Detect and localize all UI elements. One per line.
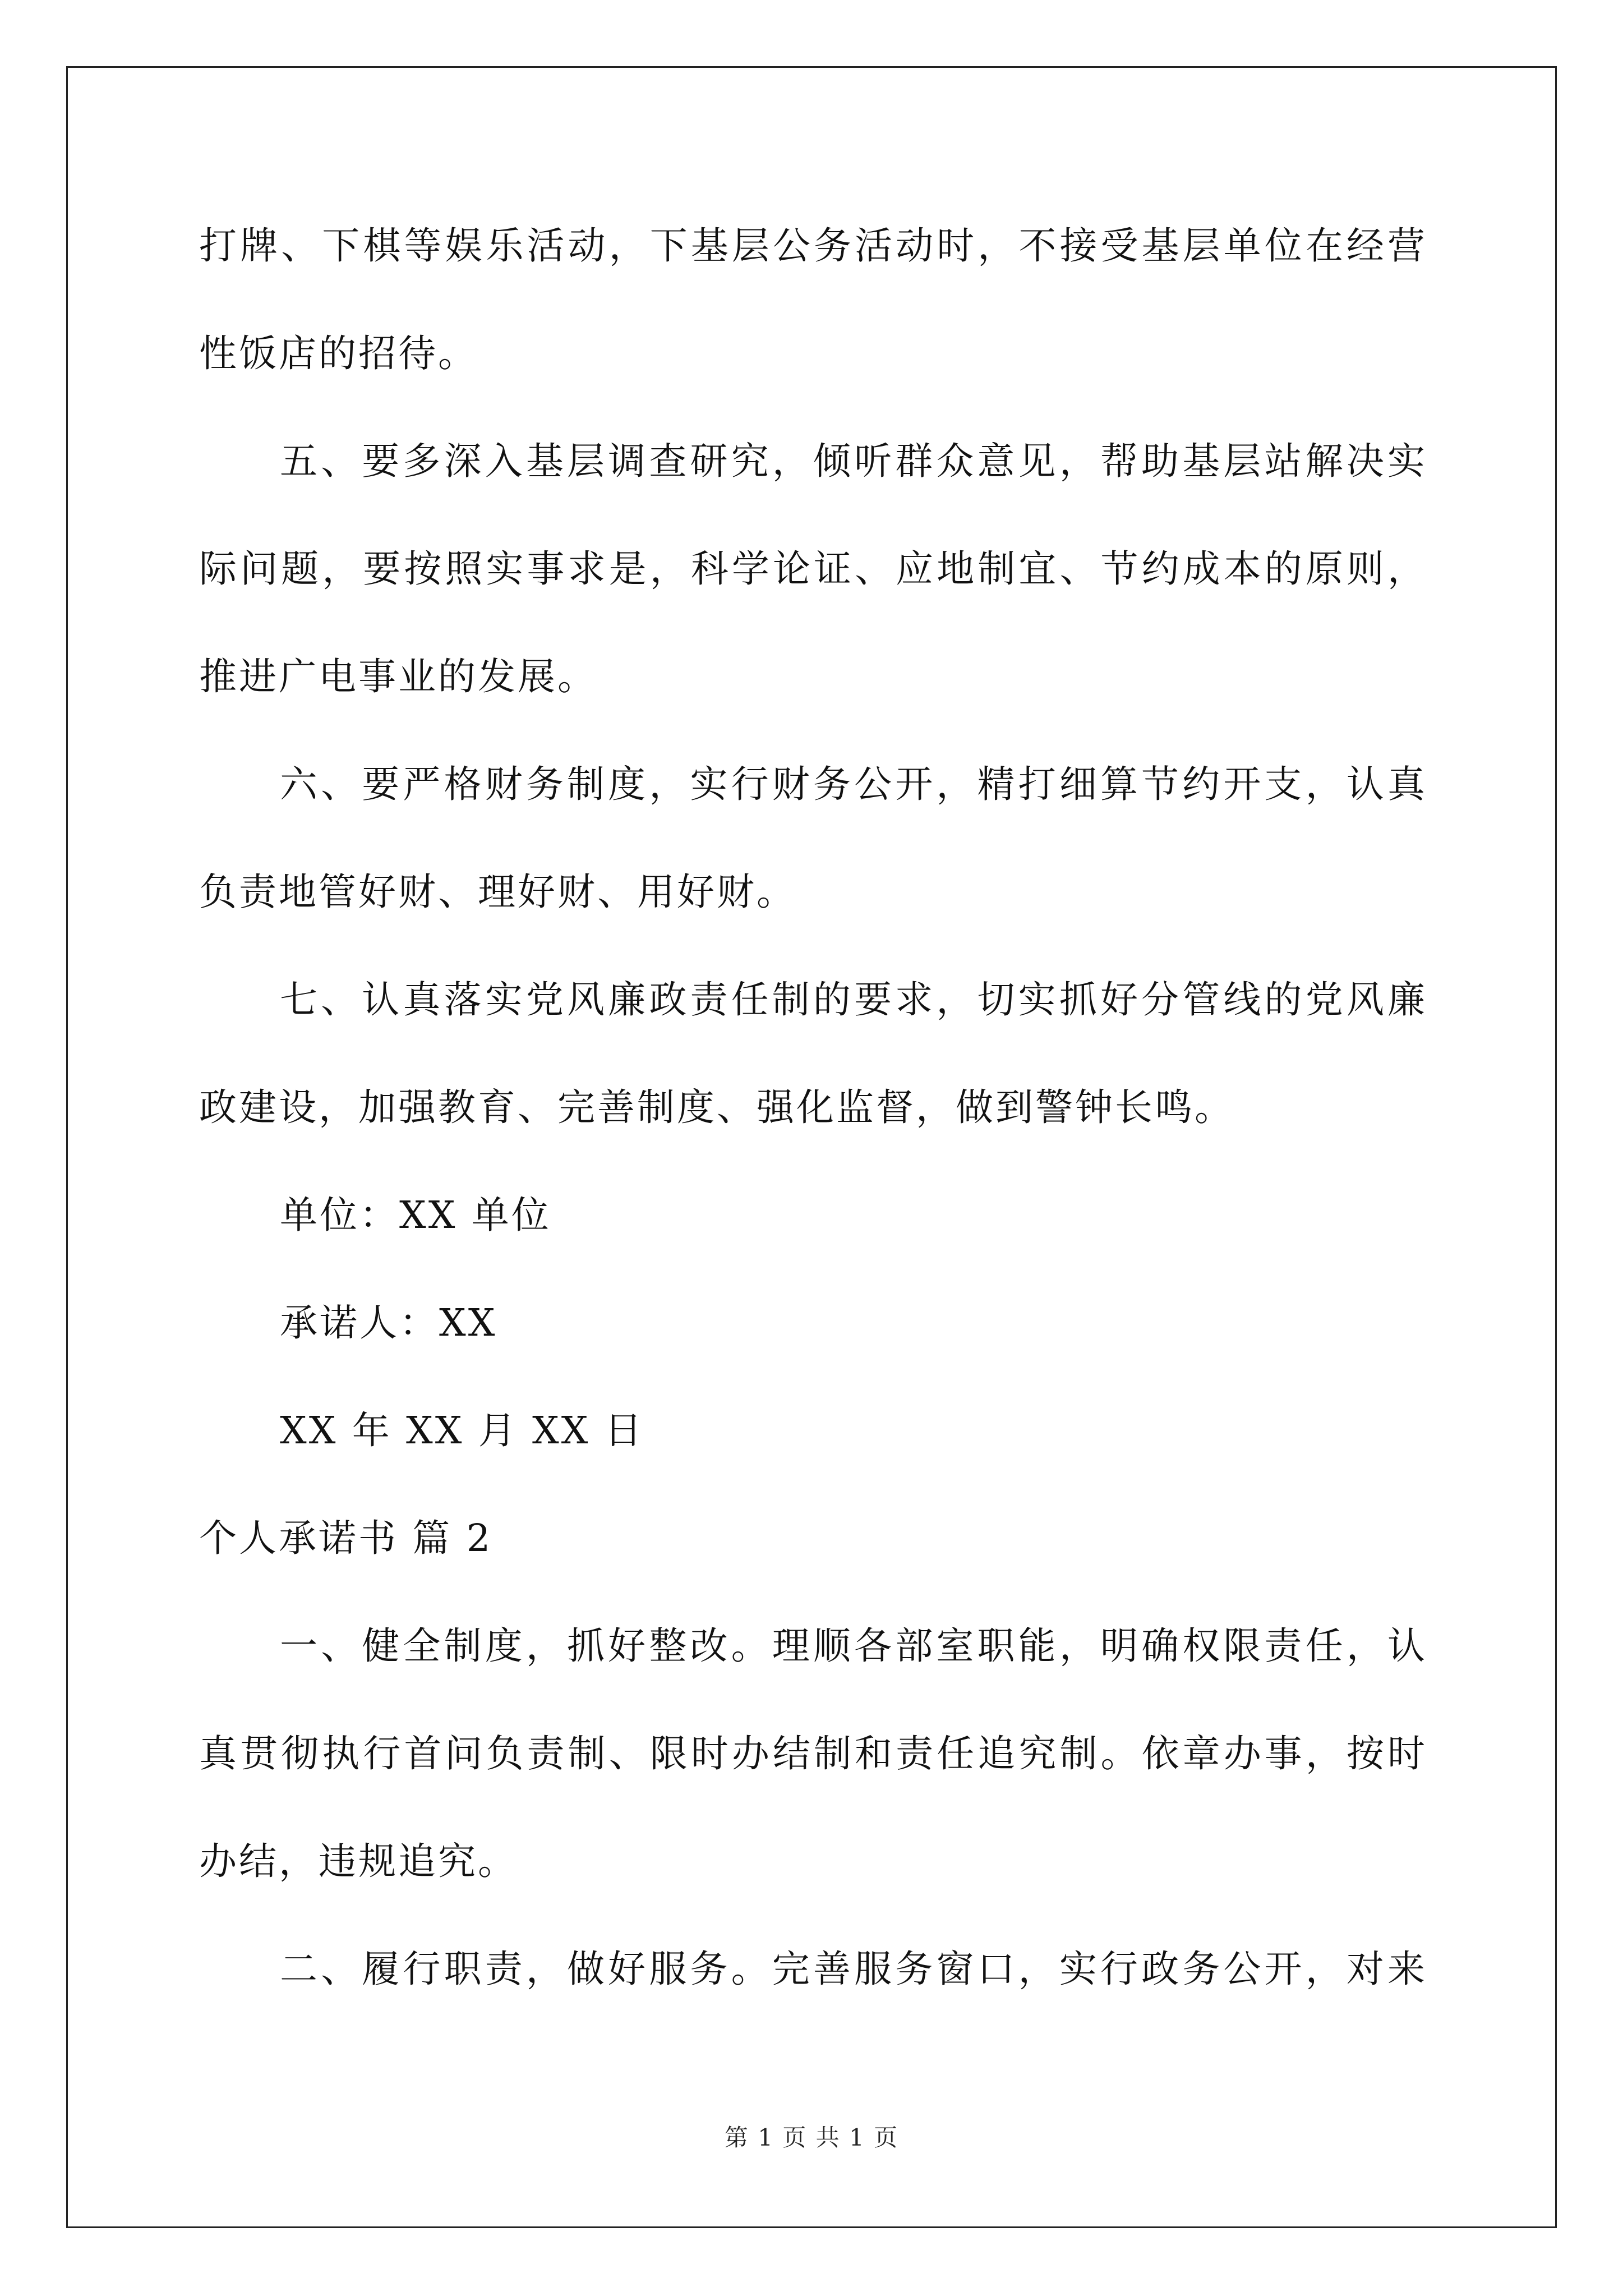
paragraph-line: 一、健全制度，抓好整改。理顺各部室职能，明确权限责任，认 xyxy=(280,1624,1427,1668)
signature-promisor: 承诺人：XX xyxy=(280,1301,497,1345)
paragraph-line: 二、履行职责，做好服务。完善服务窗口，实行政务公开，对来 xyxy=(280,1947,1427,1991)
paragraph-line: 真贯彻执行首问负责制、限时办结制和责任追究制。依章办事，按时 xyxy=(199,1732,1427,1775)
paragraph-line: 推进广电事业的发展。 xyxy=(199,655,597,698)
paragraph-line: 负责地管好财、理好财、用好财。 xyxy=(199,870,796,914)
paragraph-line: 性饭店的招待。 xyxy=(199,332,478,375)
section-heading: 个人承诺书 篇 2 xyxy=(199,1516,493,1560)
signature-date: XX 年 XX 月 XX 日 xyxy=(280,1409,644,1452)
paragraph-line: 际问题，要按照实事求是，科学论证、应地制宜、节约成本的原则， xyxy=(199,547,1427,591)
paragraph-line: 打牌、下棋等娱乐活动，下基层公务活动时，不接受基层单位在经营 xyxy=(199,224,1427,268)
page-footer: 第 1 页 共 1 页 xyxy=(724,2124,899,2151)
paragraph-line: 五、要多深入基层调查研究，倾听群众意见，帮助基层站解决实 xyxy=(280,439,1427,483)
paragraph-line: 办结，违规追究。 xyxy=(199,1839,518,1883)
document-body xyxy=(199,219,1427,2050)
paragraph-line: 六、要严格财务制度，实行财务公开，精打细算节约开支，认真 xyxy=(280,762,1427,806)
signature-unit: 单位：XX 单位 xyxy=(280,1193,551,1237)
paragraph-line: 政建设，加强教育、完善制度、强化监督，做到警钟长鸣。 xyxy=(199,1085,1234,1129)
paragraph-line: 七、认真落实党风廉政责任制的要求，切实抓好分管线的党风廉 xyxy=(280,978,1427,1022)
